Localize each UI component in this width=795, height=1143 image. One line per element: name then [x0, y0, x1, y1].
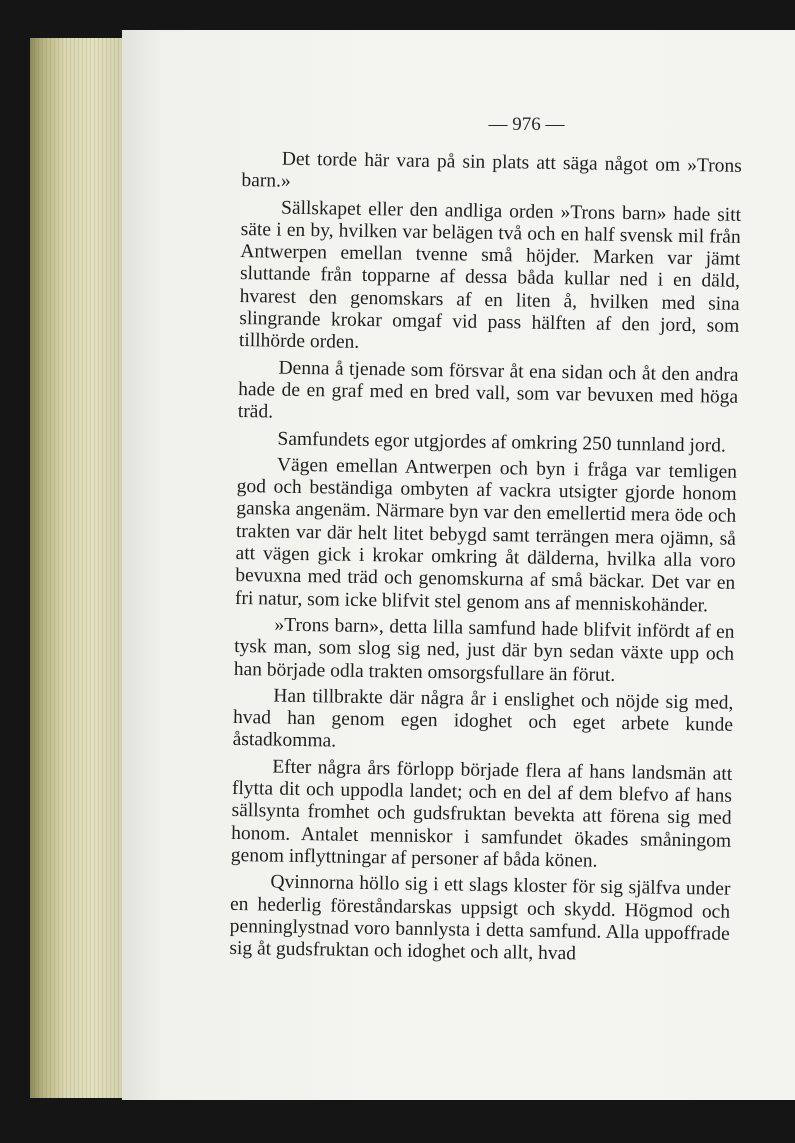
- paragraph: Vägen emellan Antwerpen och byn i fråga var temligen god och beständiga ombyten af vackra utsigter gjorde honom ganska angenäm. Närmare byn var den emellertid mera öde och trakten var där helt litet bebygd samt terrängen mera ojämn, så att vägen gick i krokar omkring åt dälderna, hvilka alla voro bevuxna med träd och genomskurna af små bäckar. Det var en fri natur, som icke blifvit stel genom ans af menniskohänder.: [234, 454, 738, 617]
- paragraph: Sällskapet eller den andliga orden »Trons barn» hade sitt säte i en by, hvilken var belägen två och en half svensk mil från Antwerpen emellan tvenne små höjder. Marken var jämt sluttande från topparne af dessa båda kullar ned i en däld, hvarest den genomskars af en liten å, hvilken med sina slingrande krokar omgaf vid pass hälften af den jord, som tillhörde orden.: [238, 197, 742, 354]
- paragraph: Samfundets egor utgjordes af omkring 250 tunnland jord.: [277, 428, 726, 457]
- paragraph: Han tillbrakte där några år i enslighet och nöjde sig med, hvad han genom egen idoghet och eget arbete kunde åstadkomma.: [232, 685, 734, 752]
- paragraph: »Trons barn», detta lilla samfund hade blifvit infördt af en tysk man, som slog sig ned, just där byn sedan växte upp och han började odla trakten omsorgsfullare än förut.: [233, 614, 735, 686]
- page-number: — 976 —: [488, 114, 565, 135]
- paragraph: Qvinnorna höllo sig i ett slags kloster för sig själfva under en hederlig föreståndarskas uppsigt och skydd. Högmod och penninglystnad voro bannlysta i detta samfund. Alla uppoffrade sig åt gudsfruktan och idoghet och allt, hvad: [229, 871, 731, 965]
- paragraph: Efter några års förlopp började flera af hans landsmän att flytta dit och uppodla landet; och en del af dem blefvo af hans sällsynta fromhet och gudsfruktan bevekta att förena sig med honom. Antalet menniskor i samfundet ökades småningom genom inflyttningar af personer af båda könen.: [230, 756, 733, 872]
- book-page: [122, 30, 795, 1100]
- page-body-text: [229, 148, 742, 972]
- paragraph: Det torde här vara på sin plats att säga något om »Trons barn.»: [241, 148, 742, 193]
- paragraph: Denna å tjenade som försvar åt ena sidan och åt den andra hade de en graf med en bred vall, som var bevuxen med höga träd.: [237, 357, 739, 423]
